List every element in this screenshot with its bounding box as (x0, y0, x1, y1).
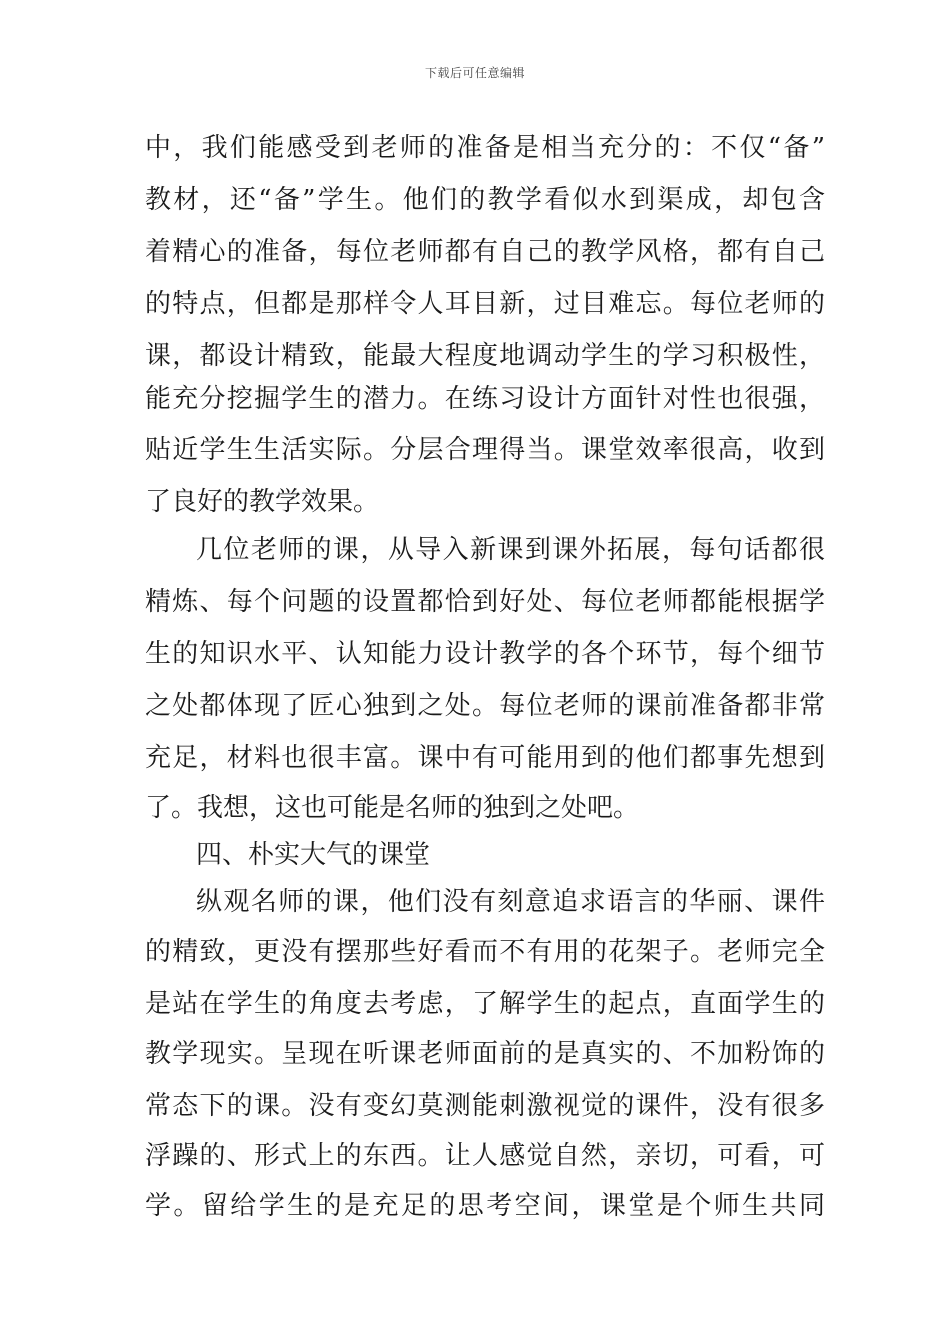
body-line-18: 是站在学生的角度去考虑，了解学生的起点，直面学生的 (145, 989, 825, 1019)
body-line-1: 中，我们能感受到老师的准备是相当充分的：不仅“备” (145, 133, 825, 163)
body-line-12: 之处都体现了匠心独到之处。每位老师的课前准备都非常 (145, 691, 825, 721)
body-line-8: 了良好的教学效果。 (145, 487, 380, 517)
body-line-6: 能充分挖掘学生的潜力。在练习设计方面针对性也很强， (145, 384, 825, 414)
body-line-22: 学。留给学生的是充足的思考空间，课堂是个师生共同 (145, 1191, 825, 1221)
body-line-19: 教学现实。呈现在听课老师面前的是真实的、不加粉饰的 (145, 1039, 825, 1069)
body-line-14: 了。我想，这也可能是名师的独到之处吧。 (145, 793, 640, 823)
body-line-11: 生的知识水平、认知能力设计教学的各个环节，每个细节 (145, 639, 825, 669)
body-line-9: 几位老师的课，从导入新课到课外拓展，每句话都很 (196, 535, 825, 565)
body-line-21: 浮躁的、形式上的东西。让人感觉自然，亲切，可看，可 (145, 1141, 825, 1171)
body-line-7: 贴近学生生活实际。分层合理得当。课堂效率很高，收到 (145, 435, 825, 465)
body-line-13: 充足，材料也很丰富。课中有可能用到的他们都事先想到 (145, 743, 825, 773)
body-line-10: 精炼、每个问题的设置都恰到好处、每位老师都能根据学 (145, 587, 825, 617)
body-line-3: 着精心的准备，每位老师都有自己的教学风格，都有自己 (145, 237, 825, 267)
body-line-4: 的特点，但都是那样令人耳目新，过目难忘。每位老师的 (145, 289, 825, 319)
body-line-2: 教材，还“备”学生。他们的教学看似水到渠成，却包含 (145, 185, 825, 215)
body-line-16: 纵观名师的课，他们没有刻意追求语言的华丽、课件 (196, 887, 825, 917)
page-header: 下载后可任意编辑 (424, 66, 525, 80)
body-line-20: 常态下的课。没有变幻莫测能刺激视觉的课件，没有很多 (145, 1091, 825, 1121)
body-line-17: 的精致，更没有摆那些好看而不有用的花架子。老师完全 (145, 937, 825, 967)
section-heading: 四、朴实大气的课堂 (196, 840, 431, 870)
body-line-5: 课，都设计精致，能最大程度地调动学生的学习积极性， (145, 341, 825, 371)
